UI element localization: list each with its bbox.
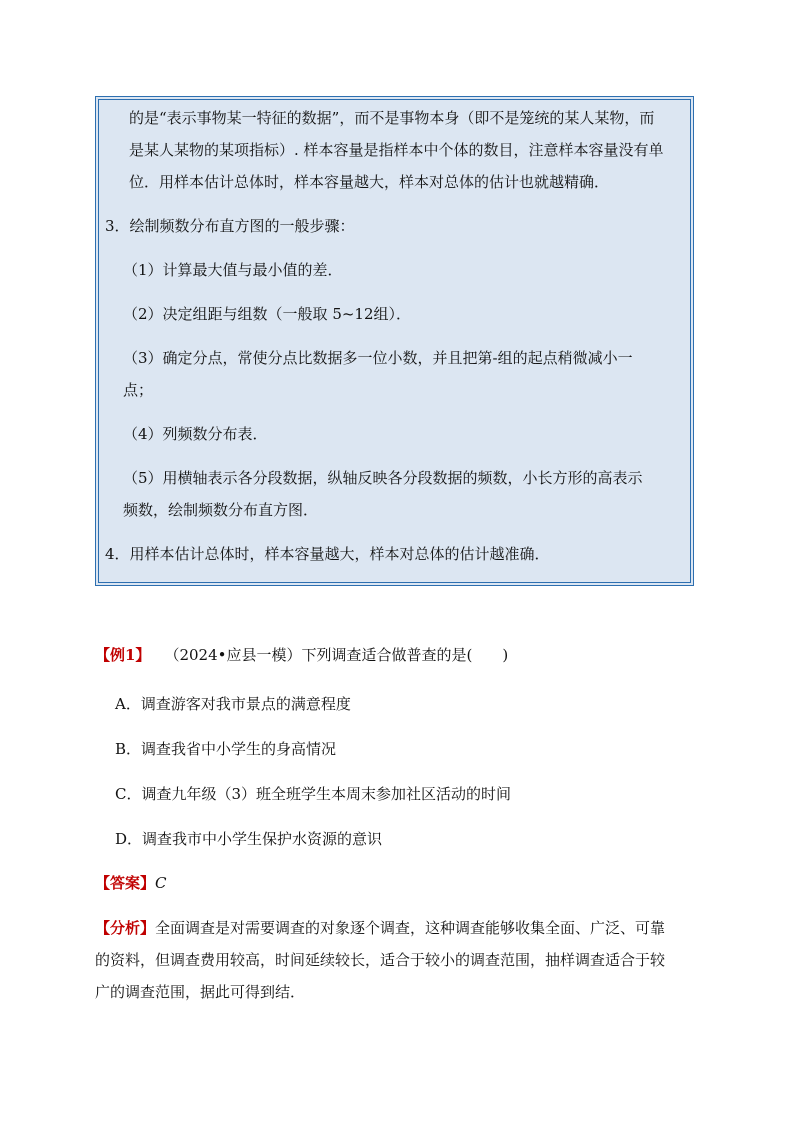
summary-item-3: 3．绘制频数分布直方图的一般步骤：: [105, 217, 355, 235]
step-1: （1）计算最大值与最小值的差．: [123, 261, 343, 279]
step-3: （3）确定分点，常使分点比数据多一位小数，并且把第-组的起点稍微减小一: [123, 349, 633, 367]
analysis-text: 全面调查是对需要调查的对象逐个调查，这种调查能够收集全面、广泛、可靠: [155, 919, 666, 937]
step-4: （4）列频数分布表．: [123, 425, 268, 443]
summary-text-line: 的是“表示事物某一特征的数据”，而不是事物本身（即不是笼统的某人某物，而: [129, 109, 655, 127]
step-5-cont: 频数，绘制频数分布直方图．: [123, 501, 319, 519]
answer-line: [95, 873, 167, 893]
option-d: D．调查我市中小学生保护水资源的意识: [115, 830, 383, 848]
answer-tag: 【答案】: [95, 874, 156, 892]
answer-value: C: [155, 874, 167, 892]
step-2: （2）决定组距与组数（一般取 5~12组）．: [123, 305, 412, 323]
summary-text-line: 位．用样本估计总体时，样本容量越大，样本对总体的估计也就越精确．: [129, 173, 610, 191]
summary-item-4: 4．用样本估计总体时，样本容量越大，样本对总体的估计越准确．: [105, 545, 550, 563]
example-question: 下列调查适合做普查的是( ): [301, 646, 509, 664]
summary-text-line: 是某人某物的某项指标）. 样本容量是指样本中个体的数目，注意样本容量没有单: [129, 141, 664, 159]
analysis-line-1: [95, 918, 665, 938]
example-tag: 【例1】: [95, 646, 151, 664]
example-source: （2024•应县一模）: [164, 646, 302, 664]
analysis-line-3: 广的调查范围，据此可得到结．: [95, 983, 306, 1001]
step-3-cont: 点；: [123, 381, 154, 399]
analysis-tag: 【分析】: [95, 919, 156, 937]
example-heading: [95, 645, 508, 665]
analysis-line-2: 的资料，但调查费用较高，时间延续较长，适合于较小的调查范围，抽样调查适合于较: [95, 951, 666, 969]
option-c: C．调查九年级（3）班全班学生本周末参加社区活动的时间: [115, 785, 512, 803]
step-5: （5）用横轴表示各分段数据，纵轴反映各分段数据的频数，小长方形的高表示: [123, 469, 643, 487]
option-b: B．调查我省中小学生的身高情况: [115, 740, 337, 758]
option-a: A．调查游客对我市景点的满意程度: [115, 695, 351, 713]
